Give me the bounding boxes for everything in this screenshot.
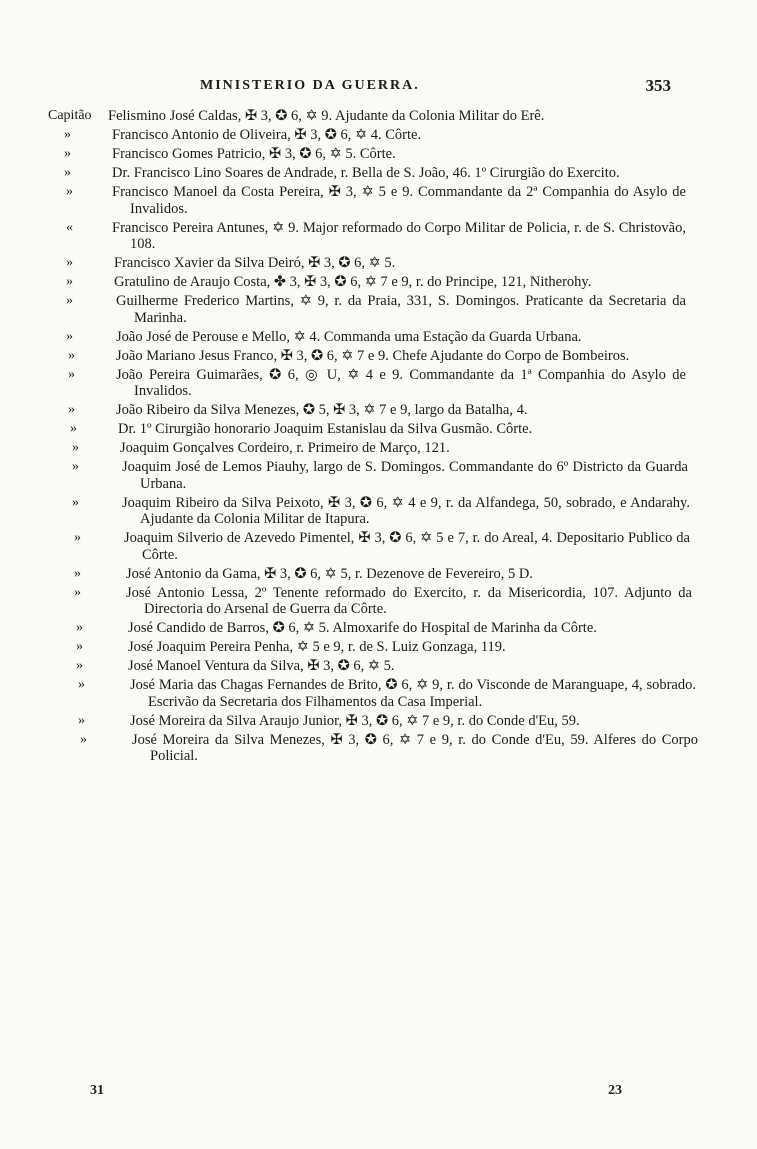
entry-text: José Moreira da Silva Menezes, ✠ 3, ✪ 6, ✡ 7 e 9, r. do Conde d'Eu, 59. Alferes do Corpo Policial. xyxy=(132,731,698,764)
entry-text: Francisco Xavier da Silva Deiró, ✠ 3, ✪ 6, ✡ 5. xyxy=(114,255,396,271)
entry-text: Dr. 1º Cirurgião honorario Joaquim Estanislau da Silva Gusmão. Côrte. xyxy=(118,421,533,437)
entry-rank: » xyxy=(72,440,79,455)
list-item xyxy=(0,108,757,125)
entry-text: Gratulino de Araujo Costa, ✤ 3, ✠ 3, ✪ 6, ✡ 7 e 9, r. do Principe, 121, Nitherohy. xyxy=(114,274,592,290)
entry-rank: » xyxy=(70,421,77,436)
entry-rank: » xyxy=(74,530,81,545)
list-item xyxy=(0,184,757,217)
entry-text: Francisco Gomes Patricio, ✠ 3, ✪ 6, ✡ 5. Côrte. xyxy=(112,146,396,162)
entry-rank: » xyxy=(76,658,83,673)
entry-rank: » xyxy=(66,255,73,270)
entry-text: Francisco Manoel da Costa Pereira, ✠ 3, ✡ 5 e 9. Commandante da 2ª Companhia do Asylo de Invalidos. xyxy=(112,184,686,217)
entry-text: João Mariano Jesus Franco, ✠ 3, ✪ 6, ✡ 7 e 9. Chefe Ajudante do Corpo de Bombeiros. xyxy=(116,347,630,364)
entry-text: Joaquim José de Lemos Piauhy, largo de S. Domingos. Commandante do 6º Districto da Guarda Urbana. xyxy=(122,459,688,492)
entry-text: José Candido de Barros, ✪ 6, ✡ 5. Almoxarife do Hospital de Marinha da Côrte. xyxy=(128,620,597,636)
list-item xyxy=(0,677,757,710)
entry-rank: » xyxy=(80,731,87,747)
list-item xyxy=(0,255,757,272)
entry-text: Joaquim Ribeiro da Silva Peixoto, ✠ 3, ✪ 6, ✡ 4 e 9, r. da Alfandega, 50, sobrado, e Andarahy. Ajudante da Colonia Militar de Itapura. xyxy=(122,494,690,527)
running-header xyxy=(0,78,757,104)
list-item xyxy=(0,459,757,492)
entry-list xyxy=(0,108,757,767)
entry-text: Guilherme Frederico Martins, ✡ 9, r. da Praia, 331, S. Domingos. Praticante da Secretaria da Marinha. xyxy=(116,293,686,326)
list-item xyxy=(0,530,757,563)
entry-text: Felismino José Caldas, ✠ 3, ✪ 6, ✡ 9. Ajudante da Colonia Militar do Erê. xyxy=(108,108,545,124)
entry-text: João Pereira Guimarães, ✪ 6, ◎ U, ✡ 4 e 9. Commandante da 1ª Companhia do Asylo de Invalidos. xyxy=(116,366,686,399)
entry-rank: » xyxy=(68,366,75,382)
list-item xyxy=(0,165,757,182)
entry-text: José Antonio Lessa, 2º Tenente reformado do Exercito, r. da Misericordia, 107. Adjunto da Directoria do Arsenal de Guerra da Côrte. xyxy=(126,584,692,617)
entry-rank: » xyxy=(64,146,71,161)
entry-text: José Moreira da Silva Araujo Junior, ✠ 3, ✪ 6, ✡ 7 e 9, r. do Conde d'Eu, 59. xyxy=(130,712,580,729)
page-number: 353 xyxy=(645,76,671,95)
entry-rank: » xyxy=(66,328,73,344)
list-item xyxy=(0,146,757,163)
entry-rank: » xyxy=(76,620,83,635)
list-item xyxy=(0,274,757,291)
entry-text: Joaquim Gonçalves Cordeiro, r. Primeiro de Março, 121. xyxy=(120,440,450,456)
entry-rank: » xyxy=(74,584,81,600)
entry-text: José Manoel Ventura da Silva, ✠ 3, ✪ 6, ✡ 5. xyxy=(128,658,395,674)
entry-text: José Maria das Chagas Fernandes de Brito, ✪ 6, ✡ 9, r. do Visconde de Maranguape, 4, sobrado. Escrivão da Secretaria dos Filhamentos da Casa Imperial. xyxy=(130,677,696,710)
entry-rank: » xyxy=(78,677,85,692)
signature-mark: 31 xyxy=(90,1083,104,1098)
leaf-number: 23 xyxy=(608,1083,622,1098)
entry-rank: » xyxy=(76,639,83,654)
entry-rank: « xyxy=(66,219,73,235)
entry-text: Francisco Pereira Antunes, ✡ 9. Major reformado do Corpo Militar de Policia, r. de S. Christovão, 108. xyxy=(112,219,686,252)
list-item xyxy=(0,566,757,583)
entry-rank: » xyxy=(72,494,79,510)
list-item xyxy=(0,421,757,438)
entry-text: João Ribeiro da Silva Menezes, ✪ 5, ✠ 3, ✡ 7 e 9, largo da Batalha, 4. xyxy=(116,402,528,418)
list-item xyxy=(0,495,757,528)
entry-rank: » xyxy=(66,184,73,199)
list-item xyxy=(0,585,757,618)
list-item xyxy=(0,220,757,253)
entry-rank: Capitão xyxy=(48,108,92,123)
list-item xyxy=(0,713,757,730)
entry-rank: » xyxy=(66,293,73,308)
entry-rank: » xyxy=(74,565,81,581)
entry-text: José Antonio da Gama, ✠ 3, ✪ 6, ✡ 5, r. Dezenove de Fevereiro, 5 D. xyxy=(126,565,533,582)
list-item xyxy=(0,329,757,346)
entry-rank: » xyxy=(64,127,71,142)
entry-text: João José de Perouse e Mello, ✡ 4. Commanda uma Estação da Guarda Urbana. xyxy=(116,328,582,345)
list-item xyxy=(0,440,757,457)
entry-rank: » xyxy=(78,712,85,728)
entry-text: Dr. Francisco Lino Soares de Andrade, r. Bella de S. João, 46. 1º Cirurgião do Exercito. xyxy=(112,165,620,181)
list-item xyxy=(0,658,757,675)
list-item xyxy=(0,293,757,326)
entry-rank: » xyxy=(66,274,73,289)
list-item xyxy=(0,402,757,419)
page-footer xyxy=(0,1083,757,1103)
entry-rank: » xyxy=(68,402,75,417)
list-item xyxy=(0,732,757,765)
entry-rank: » xyxy=(64,165,71,180)
list-item xyxy=(0,348,757,365)
entry-rank: » xyxy=(72,459,79,474)
list-item xyxy=(0,639,757,656)
list-item xyxy=(0,620,757,637)
list-item xyxy=(0,367,757,400)
list-item xyxy=(0,127,757,144)
entry-text: Francisco Antonio de Oliveira, ✠ 3, ✪ 6, ✡ 4. Côrte. xyxy=(112,127,422,143)
entry-text: José Joaquim Pereira Penha, ✡ 5 e 9, r. de S. Luiz Gonzaga, 119. xyxy=(128,639,506,655)
page-title: MINISTERIO DA GUERRA. xyxy=(200,78,420,93)
entry-text: Joaquim Silverio de Azevedo Pimentel, ✠ 3, ✪ 6, ✡ 5 e 7, r. do Areal, 4. Depositario Publico da Côrte. xyxy=(124,530,690,563)
entry-rank: » xyxy=(68,347,75,363)
